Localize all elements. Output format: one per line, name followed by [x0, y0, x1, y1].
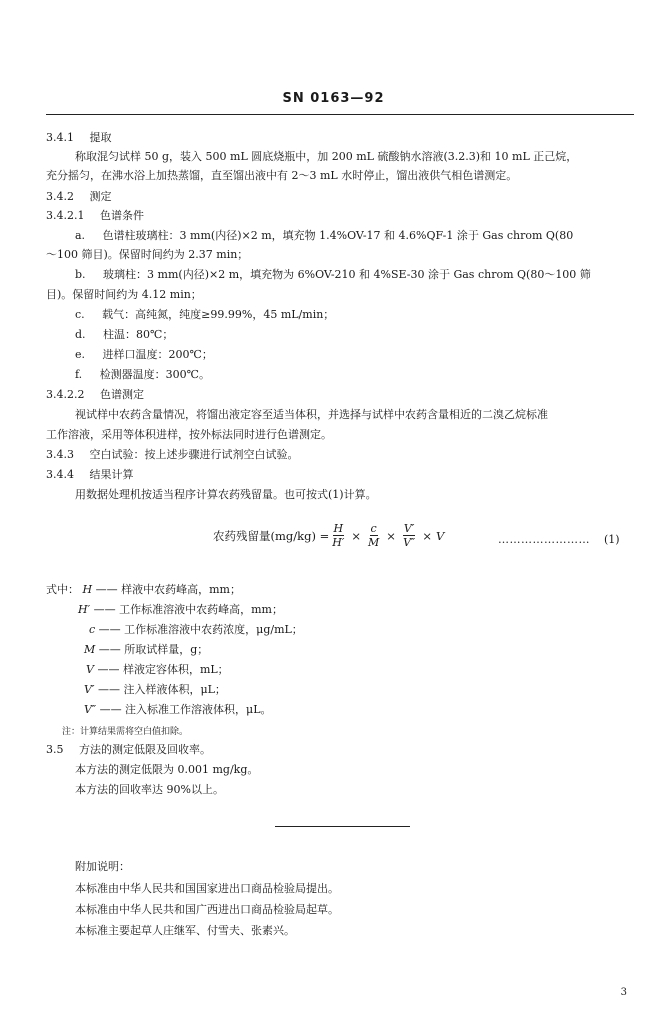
legend-text: —— 工作标准溶液中农药峰高，mm；	[93, 603, 283, 616]
list-label: b.	[75, 268, 86, 281]
section-number: 3.4.2.2	[46, 388, 85, 401]
list-text: 柱温：80℃；	[103, 328, 174, 341]
section-number: 3.4.3	[46, 448, 74, 461]
list-item-f	[75, 368, 210, 382]
legend-text: —— 注入标准工作溶液体积，μL。	[99, 703, 272, 716]
legend-text: —— 工作标准溶液中农药浓度，μg/mL；	[98, 623, 303, 636]
residue-formula	[213, 522, 444, 549]
section-3-4-2-1-heading	[46, 209, 144, 223]
section-3-4-2-heading	[46, 190, 112, 204]
formula-number: (1)	[604, 533, 620, 546]
legend-row	[89, 623, 303, 637]
appendix-line: 本标准由中华人民共和国国家进出口商品检验局提出。	[75, 882, 339, 895]
fraction-h	[332, 522, 344, 549]
legend-prefix: 式中：	[46, 583, 79, 596]
section-number: 3.4.1	[46, 131, 74, 144]
section-title: 色谱条件	[99, 209, 144, 222]
legend-text: —— 样液中农药峰高，mm；	[95, 583, 241, 596]
fraction-c	[368, 522, 379, 549]
paragraph-line: 用数据处理机按适当程序计算农药残留量。也可按式(1)计算。	[75, 488, 377, 501]
fraction-numerator: H	[333, 522, 344, 535]
section-number: 3.4.2	[46, 190, 74, 203]
formula-lhs: 农药残留量(mg/kg) =	[213, 528, 330, 543]
legend-text: —— 样液定容体积，mL；	[97, 663, 229, 676]
fraction-denominator: H′	[332, 536, 345, 549]
paragraph-line: 充分摇匀，在沸水浴上加热蒸馏，直至馏出液中有 2～3 mL 水时停止，馏出液供气相色谱测定。	[46, 169, 518, 182]
list-text: 玻璃柱：3 mm(内径)×2 m，填充物为 6%OV-210 和 4%SE-30 涂于 Gas chrom Q(80～100 筛	[103, 268, 591, 281]
legend-symbol: c	[89, 623, 96, 636]
fraction-numerator: V′	[403, 522, 415, 535]
legend-symbol: H′	[78, 603, 91, 616]
section-title: 色谱测定	[99, 388, 144, 401]
legend-row	[78, 603, 283, 617]
legend-row	[46, 583, 241, 597]
formula-leader-dots: ……………………	[498, 533, 590, 546]
section-3-4-2-2-heading	[46, 388, 144, 402]
legend-symbol: V′	[84, 683, 95, 696]
section-title: 方法的测定低限及回收率。	[79, 743, 211, 756]
list-text: 进样口温度：200℃；	[102, 348, 213, 361]
list-item-a-cont: ～100 筛目)。保留时间约为 2.37 min；	[46, 248, 249, 261]
fraction-denominator: M	[367, 536, 380, 549]
legend-text: —— 注入样液体积，μL；	[97, 683, 226, 696]
list-label: c.	[75, 308, 85, 321]
times-sign: ×	[386, 528, 396, 543]
list-item-c	[75, 308, 334, 322]
list-item-e	[75, 348, 213, 362]
section-title: 测定	[89, 190, 112, 203]
appendix-line: 本标准由中华人民共和国广西进出口商品检验局起草。	[75, 903, 339, 916]
section-text: 空白试验：按上述步骤进行试剂空白试验。	[89, 448, 299, 461]
list-text: 检测器温度：300℃。	[99, 368, 210, 381]
section-title: 结果计算	[89, 468, 134, 481]
section-3-4-3	[46, 448, 299, 462]
end-rule	[275, 826, 410, 827]
list-label: f.	[75, 368, 83, 381]
list-item-a	[75, 229, 573, 243]
fraction-v	[403, 522, 415, 549]
list-text: 色谱柱玻璃柱：3 mm(内径)×2 m，填充物 1.4%OV-17 和 4.6%QF-1 涂于 Gas chrom Q(80	[102, 229, 574, 242]
legend-symbol: H	[82, 583, 93, 596]
appendix-line: 本标准主要起草人庄继军、付雪夫、张素兴。	[75, 924, 295, 937]
fraction-numerator: c	[370, 522, 377, 535]
appendix-title: 附加说明：	[75, 860, 130, 873]
times-sign: ×	[351, 528, 361, 543]
list-item-d	[75, 328, 173, 342]
section-3-4-4-heading	[46, 468, 134, 482]
legend-row	[84, 643, 208, 657]
legend-symbol: V	[86, 663, 94, 676]
paragraph-line: 工作溶液，采用等体积进样，按外标法同时进行色谱测定。	[46, 428, 332, 441]
paragraph-line: 视试样中农药含量情况，将馏出液定容至适当体积，并选择与试样中农药含量相近的二溴乙烷标准	[75, 408, 548, 421]
page-number: 3	[620, 987, 627, 998]
list-label: a.	[75, 229, 86, 242]
section-3-5-heading	[46, 743, 211, 757]
fraction-denominator: V″	[403, 536, 416, 549]
legend-row	[84, 683, 226, 697]
section-number: 3.5	[46, 743, 64, 756]
times-sign: ×	[422, 528, 432, 543]
paragraph-line: 本方法的回收率达 90%以上。	[75, 783, 224, 796]
standard-code-header: SN 0163—92	[282, 91, 385, 106]
calculation-note: 注：计算结果需将空白值扣除。	[62, 727, 189, 737]
section-number: 3.4.4	[46, 468, 74, 481]
list-item-b-cont: 目)。保留时间约为 4.12 min；	[46, 288, 202, 301]
legend-row	[84, 703, 272, 717]
list-label: e.	[75, 348, 86, 361]
legend-text: —— 所取试样量，g；	[98, 643, 209, 656]
section-title: 提取	[89, 131, 112, 144]
legend-symbol: M	[84, 643, 96, 656]
section-number: 3.4.2.1	[46, 209, 85, 222]
paragraph-line: 称取混匀试样 50 g，装入 500 mL 圆底烧瓶中，加 200 mL 硫酸钠水溶液(3.2.3)和 10 mL 正己烷，	[75, 150, 578, 163]
paragraph-line: 本方法的测定低限为 0.001 mg/kg。	[75, 763, 259, 776]
list-label: d.	[75, 328, 86, 341]
legend-row	[86, 663, 229, 677]
formula-variable: V	[435, 528, 445, 543]
list-item-b	[75, 268, 591, 282]
legend-symbol: V″	[84, 703, 97, 716]
header-rule	[46, 114, 634, 115]
list-text: 载气：高纯氮，纯度≥99.99%，45 mL/min；	[102, 308, 335, 321]
section-3-4-1-heading	[46, 131, 112, 145]
